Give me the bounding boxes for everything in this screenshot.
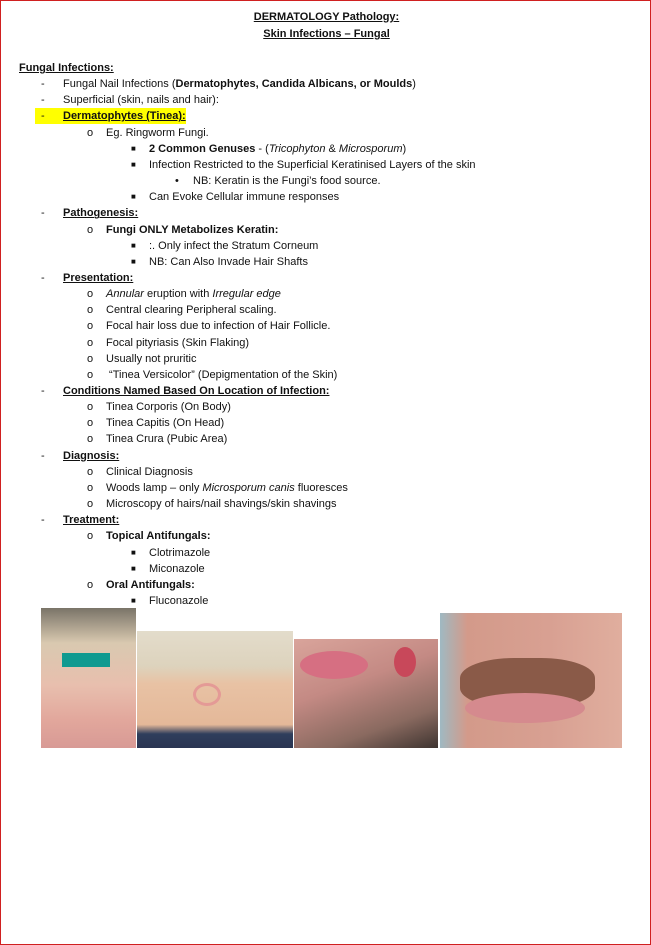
bullet-marker: -: [41, 385, 45, 397]
list-item-text: [149, 561, 205, 577]
bullet-marker: •: [175, 175, 179, 188]
text-run: Annular: [106, 288, 144, 301]
bullet-marker: o: [87, 304, 94, 317]
text-run: Clotrimazole: [149, 546, 211, 559]
list-item-text: [63, 512, 119, 528]
list-item-text: [106, 335, 249, 351]
bullet-marker: -: [41, 271, 45, 284]
text-run: Pathogenesis:: [63, 207, 139, 220]
list-item-text: [106, 480, 348, 496]
list-item-text: [106, 367, 337, 383]
text-run: Can Evoke Cellular immune responses: [149, 191, 340, 204]
lip-tinea-barbae-photo: [440, 613, 622, 748]
child-tinea-corporis-photo: [41, 608, 136, 748]
list-item-text: [149, 157, 476, 173]
text-run: NB: Keratin is the Fungi’s food source.: [193, 175, 381, 188]
text-run: - (: [255, 142, 269, 155]
text-run: Microscopy of hairs/nail shavings/skin shavings: [106, 498, 337, 511]
eye-censor-bar: [62, 653, 110, 667]
text-run: &: [325, 142, 339, 155]
bullet-marker: o: [87, 498, 94, 511]
list-item-text: [106, 302, 277, 318]
text-run: Central clearing Peripheral scaling.: [106, 304, 277, 317]
list-item-text: [63, 270, 133, 286]
list-item-text: [106, 399, 231, 415]
bullet-marker: -: [41, 110, 45, 123]
bullet-marker: o: [87, 126, 94, 139]
bullet-marker: ■: [131, 256, 136, 266]
list-item-text: [106, 431, 227, 447]
list-item-text: [149, 238, 318, 254]
chin-tinea-barbae-photo: [294, 639, 438, 748]
text-run: Tinea Capitis (On Head): [106, 417, 225, 430]
text-run: Infection Restricted to the Superficial Keratinised Layers of the skin: [149, 158, 476, 171]
list-item-text: [63, 76, 416, 92]
list-item-text: [106, 125, 209, 141]
text-run: Fungal Infections:: [19, 62, 114, 74]
bullet-marker: o: [87, 288, 94, 301]
text-run: Oral Antifungals:: [106, 578, 195, 591]
bullet-marker: -: [41, 94, 45, 107]
text-run: Clinical Diagnosis: [106, 465, 193, 478]
text-run: Irregular edge: [212, 288, 281, 301]
text-run: Fluconazole: [149, 594, 209, 607]
text-run: ): [402, 142, 407, 155]
list-item-text: [63, 383, 329, 399]
text-run: Superficial (skin, nails and hair):: [63, 94, 219, 107]
lips: [300, 651, 368, 679]
bullet-marker: o: [87, 368, 94, 381]
text-run: ): [412, 78, 416, 91]
bullet-marker: o: [87, 530, 94, 543]
list-item-text: [193, 173, 381, 189]
bullet-marker: -: [41, 78, 45, 91]
text-run: eruption with: [143, 288, 213, 301]
list-item-text: [63, 205, 138, 221]
text-run: NB: Can Also Invade Hair Shafts: [149, 255, 308, 268]
text-run: Tinea Crura (Pubic Area): [106, 433, 228, 446]
abdomen-ringworm-photo: [137, 631, 293, 748]
list-item-text: [106, 351, 196, 367]
list-item-text: [106, 286, 281, 302]
text-run: Treatment:: [63, 514, 120, 527]
text-run: Microsporum: [338, 142, 403, 155]
lips: [465, 693, 585, 723]
list-item-text: [149, 189, 339, 205]
bullet-marker: o: [87, 223, 94, 236]
list-item-text: [106, 496, 337, 512]
bullet-marker: ■: [131, 192, 136, 202]
bullet-marker: -: [41, 207, 45, 220]
list-item-text: [149, 593, 208, 609]
bullet-marker: o: [87, 320, 94, 333]
text-run: Usually not pruritic: [106, 352, 197, 365]
text-run: Focal hair loss due to infection of Hair Follicle.: [106, 320, 331, 333]
bullet-marker: o: [87, 433, 94, 446]
text-run: Fungi ONLY Metabolizes Keratin:: [106, 223, 279, 236]
list-item-text: [19, 60, 114, 76]
list-item-text: [106, 222, 278, 238]
document-subtitle: Skin Infections – Fungal: [263, 28, 390, 40]
text-run: Dermatophytes (Tinea):: [63, 110, 186, 123]
bullet-marker: o: [87, 401, 94, 414]
bullet-marker: o: [87, 417, 94, 430]
bullet-marker: ■: [131, 547, 136, 557]
bullet-marker: ■: [131, 563, 136, 573]
text-run: 2 Common Genuses: [149, 142, 256, 155]
text-run: Focal pityriasis (Skin Flaking): [106, 336, 250, 349]
bullet-marker: o: [87, 465, 94, 478]
list-item-text: [149, 254, 308, 270]
text-run: :. Only infect the Stratum Corneum: [149, 239, 319, 252]
bullet-marker: o: [87, 481, 94, 494]
list-item-text: [63, 448, 119, 464]
text-run: Conditions Named Based On Location of Infection:: [63, 385, 330, 397]
list-item-text: [106, 464, 193, 480]
text-run: “Tinea Versicolor” (Depigmentation of the Skin): [106, 368, 338, 381]
bullet-marker: ■: [131, 159, 136, 169]
list-item-text: [106, 577, 195, 593]
bullet-marker: -: [41, 449, 45, 462]
text-run: Eg. Ringworm Fungi.: [106, 126, 209, 139]
list-item-text: [149, 141, 406, 157]
bullet-marker: ■: [131, 595, 136, 605]
list-item-text: [149, 545, 210, 561]
text-run: Miconazole: [149, 562, 205, 575]
list-item-text: [63, 92, 219, 108]
ringworm-lesion: [193, 683, 221, 706]
text-run: Tinea Corporis (On Body): [106, 401, 231, 414]
list-item-text: [106, 528, 211, 544]
bullet-marker: ■: [131, 240, 136, 250]
bullet-marker: -: [41, 514, 45, 527]
list-item-text: [35, 108, 186, 124]
text-run: Fungal Nail Infections (: [63, 78, 176, 91]
text-run: Microsporum canis: [202, 481, 295, 494]
bullet-marker: o: [87, 578, 94, 591]
text-run: Topical Antifungals:: [106, 530, 211, 543]
document-title: DERMATOLOGY Pathology:: [253, 11, 400, 23]
bullet-marker: o: [87, 352, 94, 365]
text-run: Diagnosis:: [63, 449, 120, 462]
text-run: Woods lamp – only: [106, 481, 203, 494]
bullet-marker: ■: [131, 143, 136, 153]
text-run: Presentation:: [63, 271, 134, 284]
text-run: Tricophyton: [268, 142, 326, 155]
list-item-text: [106, 415, 224, 431]
bullet-marker: o: [87, 336, 94, 349]
lesion: [394, 647, 416, 677]
list-item-text: [106, 318, 330, 334]
text-run: fluoresces: [294, 481, 348, 494]
text-run: Dermatophytes, Candida Albicans, or Moulds: [175, 78, 413, 91]
